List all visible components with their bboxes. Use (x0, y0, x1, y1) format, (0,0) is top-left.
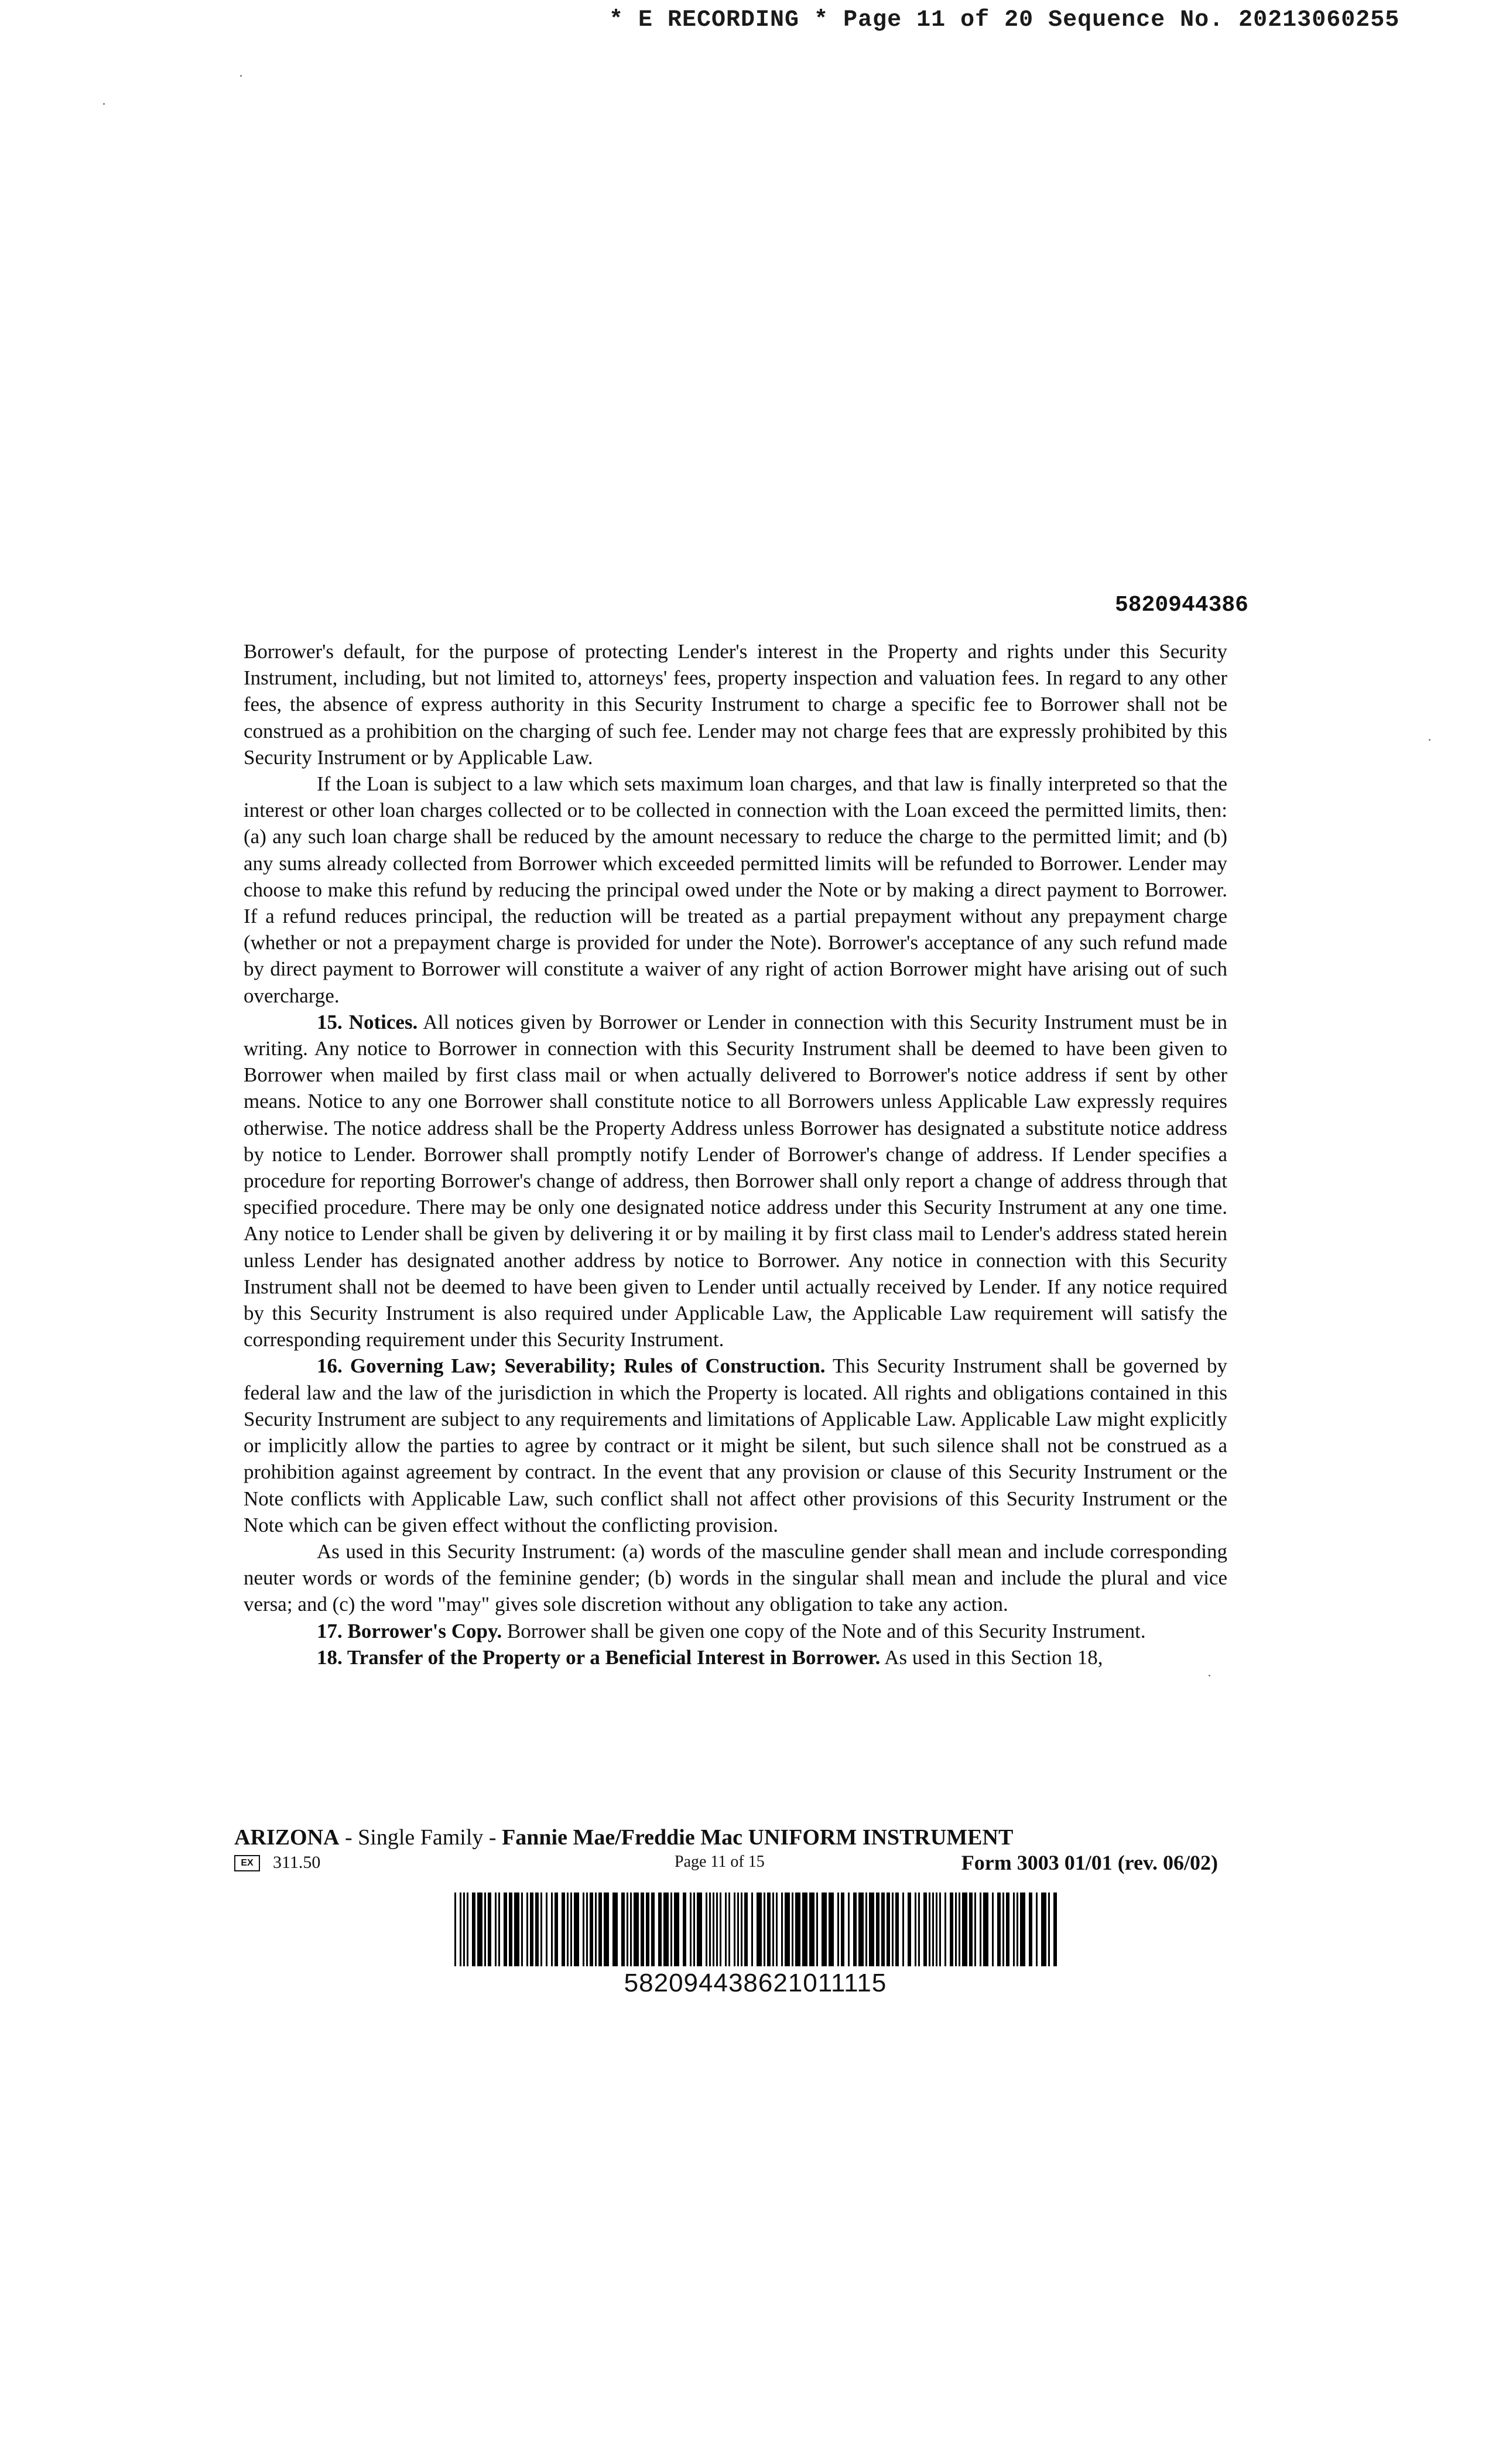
barcode-bar (514, 1893, 519, 1966)
scan-speck (240, 75, 242, 77)
barcode-bar (1041, 1893, 1046, 1966)
barcode-bar (604, 1893, 609, 1966)
barcode-bar (858, 1893, 864, 1966)
barcode-number: 582094438621011115 (624, 1969, 887, 1997)
footer-title-mid: - Single Family - (339, 1825, 502, 1850)
barcode-bar (663, 1893, 669, 1966)
section-heading: 17. Borrower's Copy. (317, 1619, 502, 1642)
section-16-governing-law (244, 1353, 1227, 1538)
barcode-bar (477, 1893, 482, 1966)
barcode-bar (757, 1893, 762, 1966)
paragraph-text: As used in this Section 18, (884, 1645, 1103, 1669)
barcode-bar (1020, 1893, 1025, 1966)
barcode-bar (822, 1893, 827, 1966)
section-15-notices (244, 1009, 1227, 1353)
barcode-bar (809, 1893, 814, 1966)
scan-speck (1429, 739, 1430, 741)
section-17-borrowers-copy (244, 1618, 1227, 1644)
paragraph-text: This Security Instrument shall be governed by federal law and the law of the jurisdiction in which the Property is located. All rights and obligations contained in this Security Instrument are subject to any requirements and limitations of Applicable Law. Applicable Law might explicitly or implicitly allow the parties to agree by contract or it might be silent, but such silence shall not be construed as a prohibition against agreement by contract. In the event that any provision or clause of this Security Instrument or the Note conflicts with Applicable Law, such conflict shall not affect other provisions of this Security Instrument or the Note which can be given effect without the conflicting provision. (244, 1354, 1227, 1536)
footer-form-row (234, 1852, 1218, 1877)
barcode-bar (1057, 1893, 1059, 1966)
scan-speck (103, 103, 105, 105)
section-heading: 18. Transfer of the Property or a Beneficial Interest in Borrower. (317, 1645, 881, 1669)
loan-number: 5820944386 (1114, 593, 1248, 618)
footer-state: ARIZONA (234, 1825, 340, 1850)
paragraph-text: If the Loan is subject to a law which sets maximum loan charges, and that law is finally interpreted so that the interest or other loan charges collected or to be collected in connection with the Loan exceed the permitted limits, then: (a) any such loan charge shall be reduced by the amount necessary to reduce the charge to the permitted limit; and (b) any sums already collected from Borrower which exceeded permitted limits will be refunded to Borrower. Lender may choose to make this refund by reducing the principal owed under the Note or by making a direct payment to Borrower. If a refund reduces principal, the reduction will be treated as a partial prepayment without any prepayment charge (whether or not a prepayment charge is provided for under the Note). Borrower's acceptance of any such refund made by direct payment to Borrower will constitute a waiver of any right of action Borrower might have arising out of such overcharge. (244, 772, 1227, 1007)
barcode-bar (574, 1893, 579, 1966)
paragraph-text: As used in this Security Instrument: (a) words of the masculine gender shall mean and include corresponding neuter words or words of the feminine gender; (b) words in the singular shall mean and include the plural and vice versa; and (c) the word "may" gives sole discretion without any obligation to take any action. (244, 1539, 1227, 1616)
barcode-bar (869, 1893, 874, 1966)
barcode-bar (962, 1893, 967, 1966)
barcode-bar (674, 1893, 679, 1966)
form-number: Form 3003 01/01 (rev. 06/02) (961, 1851, 1218, 1874)
paragraph-text: All notices given by Borrower or Lender in connection with this Security Instrument must be in writing. Any notice to Borrower in connection with this Security Instrument shall be deemed to have been given to Borrower when mailed by first class mail or when actually delivered to Borrower's notice address if sent by other means. Notice to any one Borrower shall constitute notice to all Borrowers unless Applicable Law expressly requires otherwise. The notice address shall be the Property Address unless Borrower has designated a substitute notice address by notice to Lender. Borrower shall promptly notify Lender of Borrower's change of address. If Lender specifies a procedure for reporting Borrower's change of address, then Borrower shall only report a change of address through that specified procedure. There may be only one designated notice address under this Security Instrument at any one time. Any notice to Lender shall be given by delivering it or by mailing it by first class mail to Lender's address stated herein unless Lender has designated another address by notice to Borrower. Any notice in connection with this Security Instrument shall not be deemed to have been given to Lender until actually received by Lender. If any notice required by this Security Instrument is also required under Applicable Law, the Applicable Law requirement will satisfy the corresponding requirement under this Security Instrument. (244, 1010, 1227, 1351)
paragraph-fees (244, 638, 1227, 771)
barcode-bar (795, 1893, 800, 1966)
footer-title-bold: Fannie Mae/Freddie Mac UNIFORM INSTRUMENT (502, 1825, 1014, 1850)
barcode-bar (983, 1893, 988, 1966)
paragraph-text: Borrower's default, for the purpose of protecting Lender's interest in the Property and rights under this Security Instrument, including, but not limited to, attorneys' fees, property inspection and valuation fees. In regard to any other fees, the absence of express authority in this Security Instrument to charge a specific fee to Borrower shall not be construed as a prohibition on the charging of such fee. Lender may not charge fees that are expressly prohibited by this Security Instrument or by Applicable Law. (244, 640, 1227, 769)
section-18-transfer (244, 1644, 1227, 1671)
recording-header: * E RECORDING * Page 11 of 20 Sequence No. 20213060255 (609, 7, 1400, 33)
section-heading: 16. Governing Law; Severability; Rules of Construction. (317, 1354, 826, 1378)
paragraph-loan-charges (244, 771, 1227, 1009)
barcode-bar (612, 1893, 618, 1966)
barcode-bar (697, 1893, 702, 1966)
barcode (454, 1893, 1059, 1966)
scan-speck (1209, 1675, 1210, 1676)
footer-form-title (234, 1825, 1113, 1850)
document-body (244, 638, 1227, 1671)
page-number: Page 11 of 15 (675, 1853, 765, 1871)
form-code-icon: EX (234, 1855, 260, 1871)
barcode-bar (785, 1893, 790, 1966)
barcode-bar (829, 1893, 834, 1966)
paragraph-construction (244, 1538, 1227, 1618)
barcode-bar (802, 1893, 807, 1966)
section-heading: 15. Notices. (317, 1010, 418, 1033)
paragraph-text: Borrower shall be given one copy of the Note and of this Security Instrument. (507, 1619, 1146, 1642)
barcode-bar (634, 1893, 639, 1966)
form-code: 311.50 (273, 1853, 321, 1872)
